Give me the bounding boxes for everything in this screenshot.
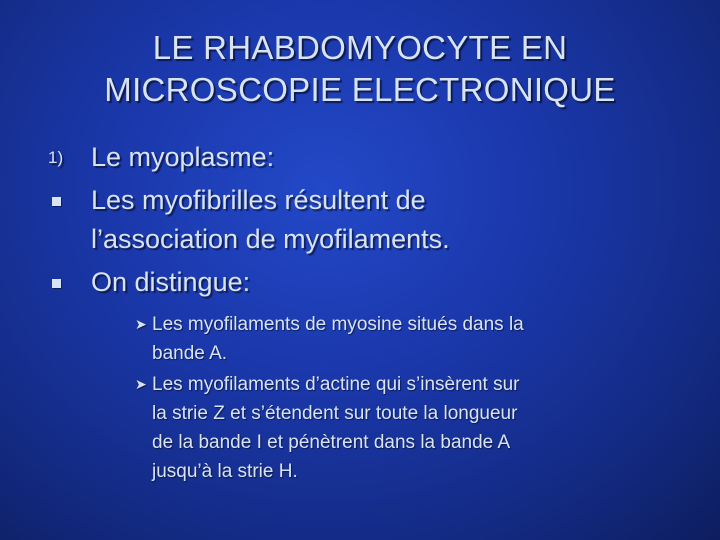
sub-bullet-text: jusqu’à la strie H. <box>152 461 298 482</box>
bullet-text: l’association de myofilaments. <box>91 224 450 254</box>
sub-bullet-text: Les myofilaments d’actine qui s’insèrent sur <box>152 374 520 395</box>
arrow-bullet-icon: ➤ <box>135 376 147 392</box>
sub-bullet-text: bande A. <box>152 343 228 364</box>
sub-bullet-text: la strie Z et s’étendent sur toute la longueur <box>152 403 518 424</box>
bullet-text: Les myofibrilles résultent de <box>91 185 426 215</box>
bullet-text: On distingue: <box>91 267 251 297</box>
square-bullet-icon <box>52 279 61 288</box>
numbered-marker: 1) <box>48 148 64 167</box>
sub-bullet-text: Les myofilaments de myosine situés dans la <box>152 314 524 335</box>
arrow-bullet-icon: ➤ <box>135 316 147 332</box>
sub-bullet-text: de la bande I et pénètrent dans la bande A <box>152 432 511 453</box>
slide-title-line-2: MICROSCOPIE ELECTRONIQUE <box>104 71 616 108</box>
square-bullet-icon <box>52 197 61 206</box>
slide-title-line-1: LE RHABDOMYOCYTE EN <box>152 29 568 66</box>
slide-title <box>30 27 690 111</box>
bullet-text: Le myoplasme: <box>91 142 275 172</box>
